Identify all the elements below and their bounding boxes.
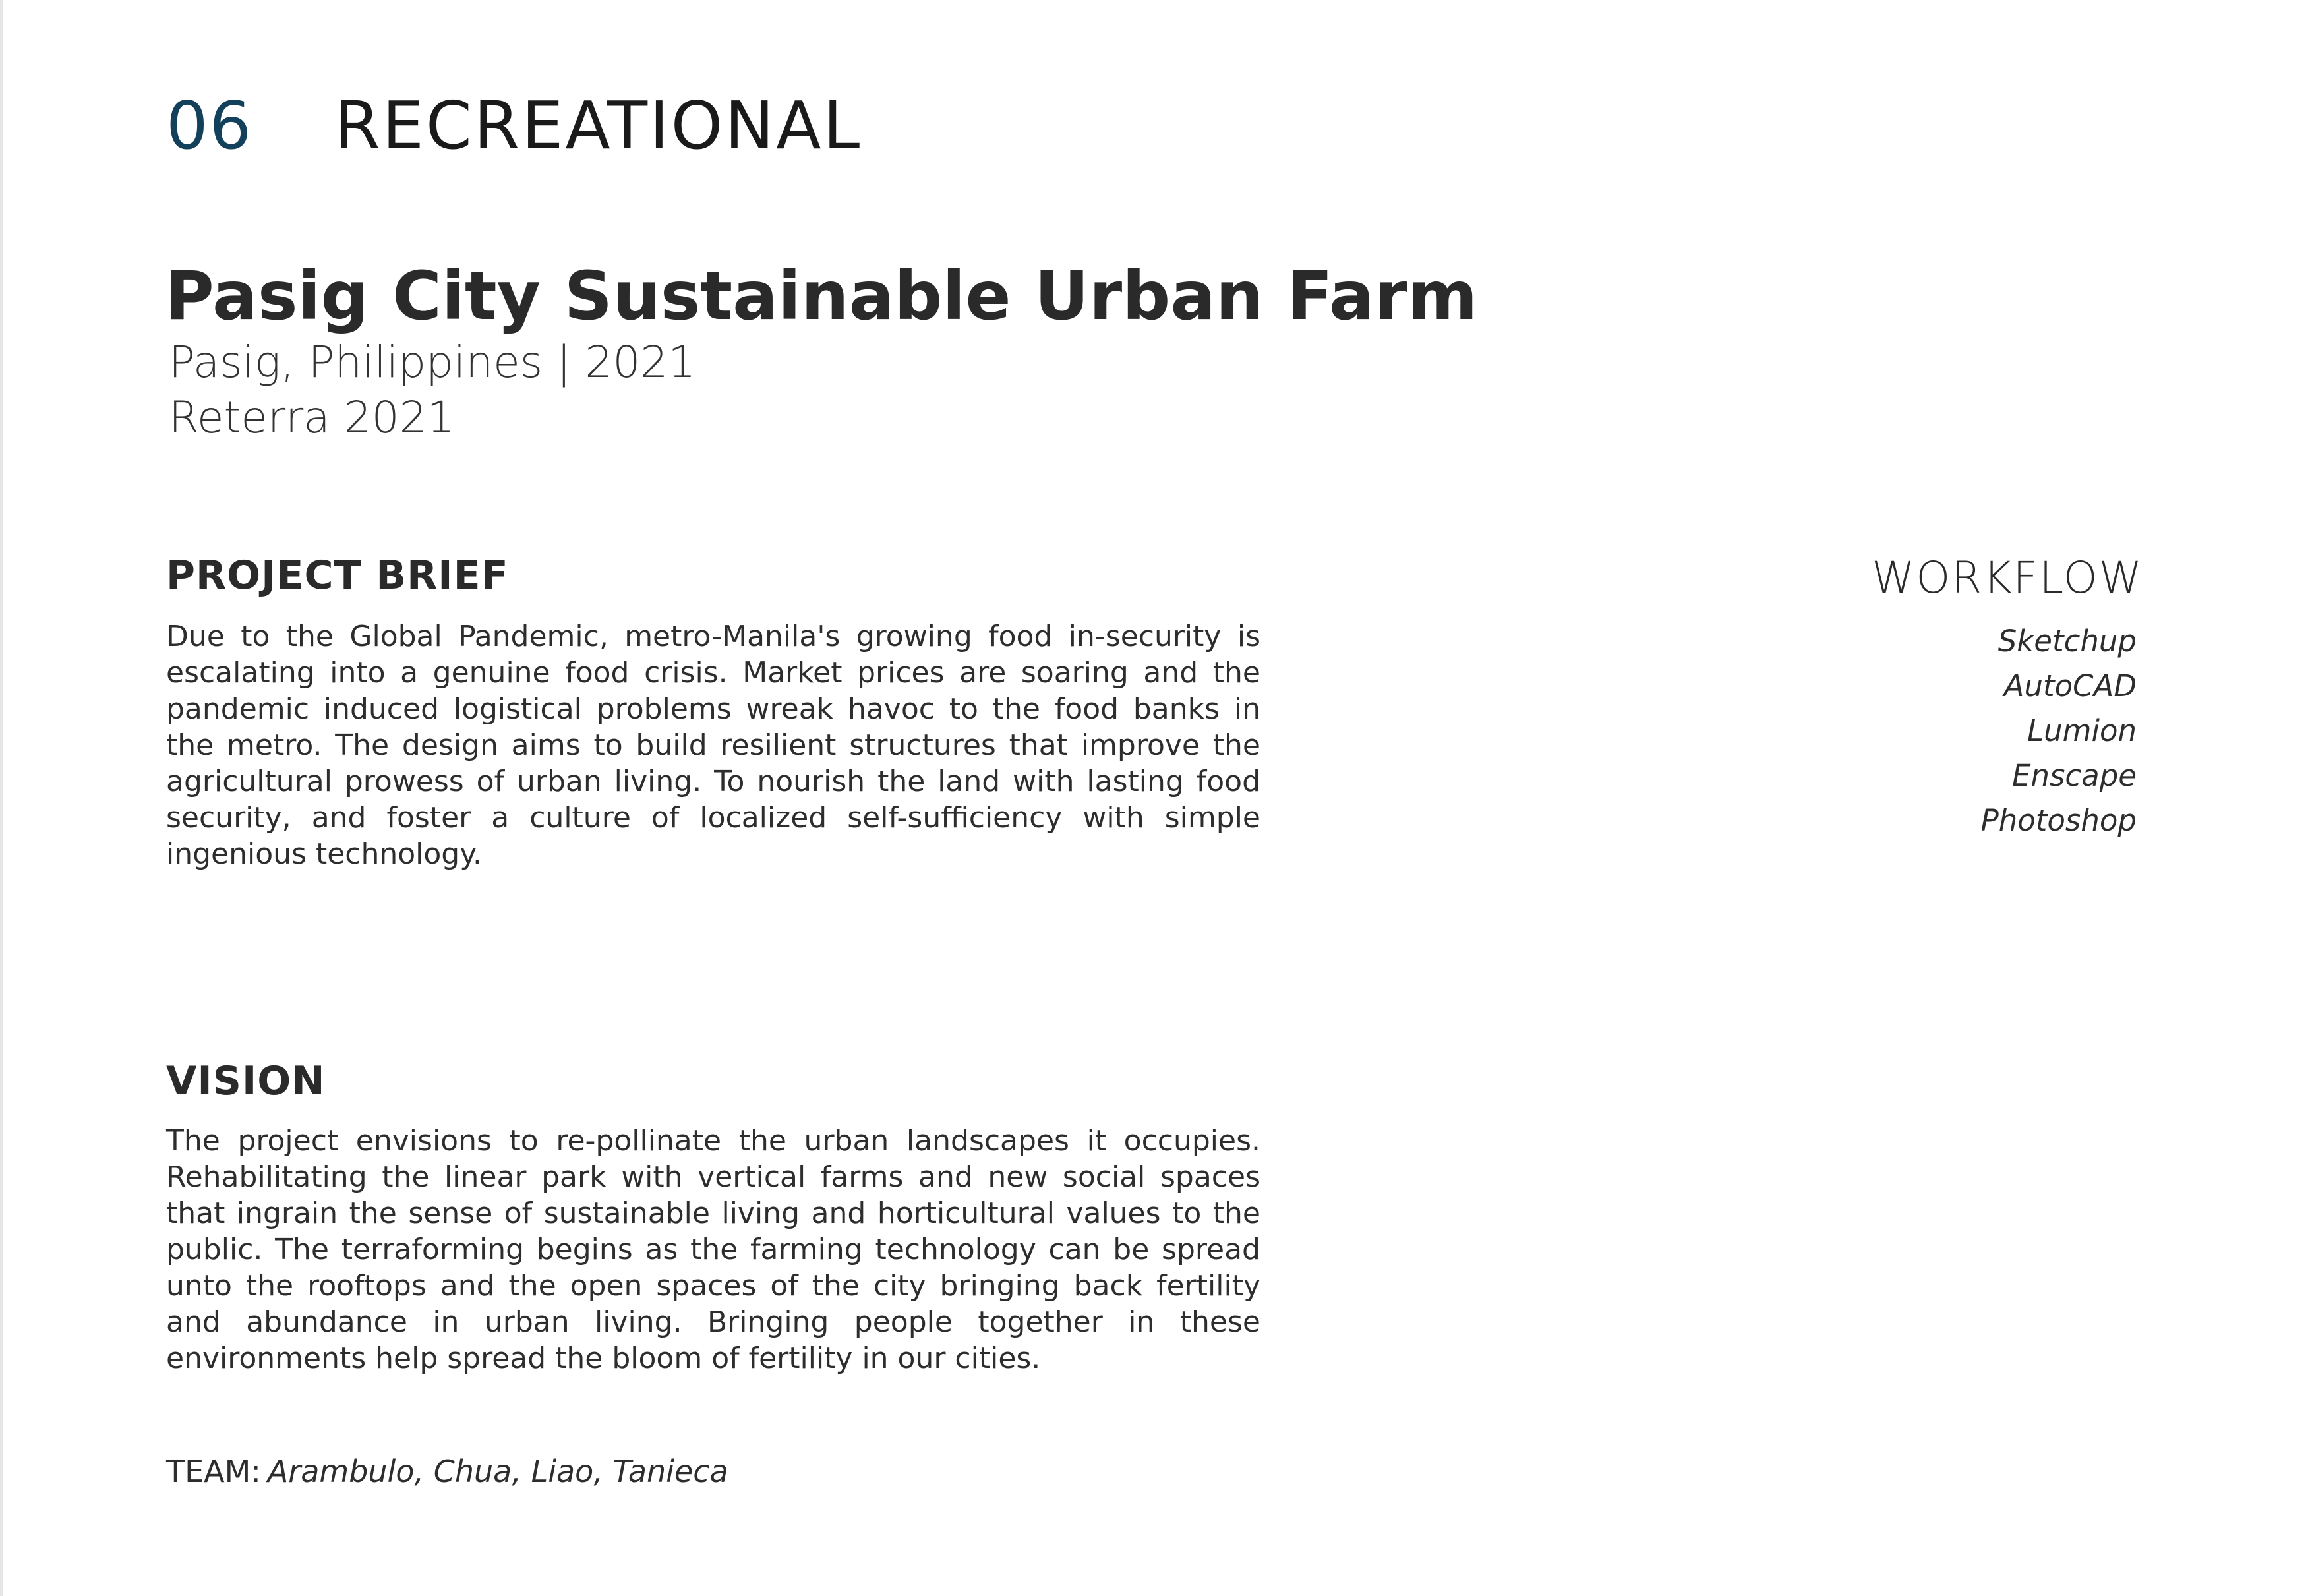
vision-text: The project envisions to re-pollinate the urban landscapes it occupies. Rehabilitating the linear park with vertical farms and new social spaces that ingrain the sense of sustainable living and horticultural values to the public. The terraforming begins as the farming technology can be spread unto the rooftops and the open spaces of the city bringing back fertility and abundance in urban living. Bringing people together in these environments help spread the bloom of fertility in our cities. (166, 1124, 1260, 1375)
project-title: Pasig City Sustainable Urban Farm (165, 257, 1478, 336)
page-edge-divider (0, 0, 3, 1596)
vision-heading: VISION (166, 1058, 326, 1104)
team-members: Arambulo, Chua, Liao, Tanieca (267, 1454, 728, 1489)
section-number: 06 (166, 86, 253, 164)
workflow-heading: WORKFLOW (1872, 552, 2143, 603)
workflow-tool-item: Enscape (2012, 758, 2137, 793)
workflow-tool-item: Sketchup (1997, 624, 2137, 659)
section-title: RECREATIONAL (334, 86, 862, 164)
team-label: TEAM: (166, 1454, 261, 1489)
project-meta (169, 335, 695, 446)
section-header (166, 79, 862, 171)
workflow-tool-item: AutoCAD (2003, 668, 2137, 703)
project-location-year: Pasig, Philippines | 2021 (169, 337, 696, 388)
workflow-panel (1872, 552, 2143, 843)
project-competition: Reterra 2021 (169, 392, 455, 443)
project-brief-heading: PROJECT BRIEF (166, 552, 509, 599)
team-credits (166, 1454, 728, 1489)
project-brief-text: Due to the Global Pandemic, metro-Manila's growing food in-security is escalating into a genuine food crisis. Market prices are soaring and the pandemic induced logistical problems wreak havoc to the food banks in the metro. The design aims to build resilient structures that improve the agricultural prowess of urban living. To nourish the land with lasting food security, and foster a culture of localized self-sufficiency with simple ingenious technology. (166, 620, 1260, 871)
workflow-tool-list (1872, 619, 2143, 843)
workflow-tool-item: Photoshop (1980, 803, 2137, 838)
workflow-tool-item: Lumion (2027, 713, 2137, 748)
